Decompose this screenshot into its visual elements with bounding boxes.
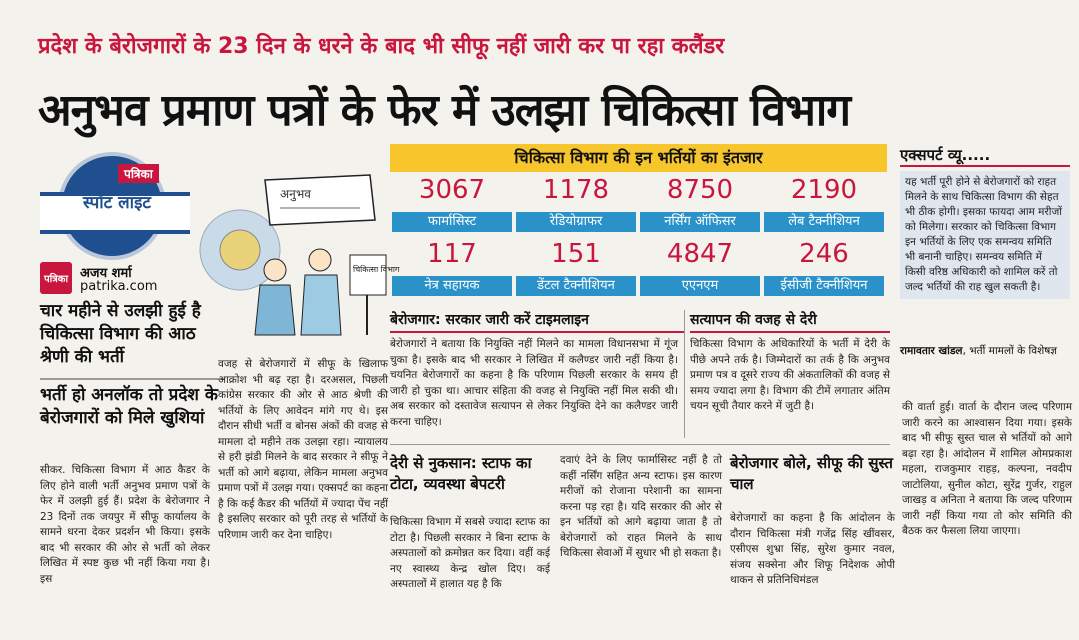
- unemployed-title: बेरोजगार बोले, सीफू की सुस्त चाल: [730, 454, 893, 493]
- unemployed-body: बेरोजगारों का कहना है कि आंदोलन के दौरान चिकित्सा मंत्री गजेंद्र सिंह खींवसर, एसीएस शुभ्रा सिंह, सुरेश कुमार नवल, संजय सक्सेना और शिफू निदेशक ओपी थाकन से प्रतिनिधिमंडल: [730, 512, 895, 586]
- spotlight-logo: [40, 152, 190, 262]
- verification-title: सत्यापन की वजह से देरी: [690, 310, 890, 333]
- table-cell-value: 4847: [666, 239, 734, 269]
- logo-text: स्पॉट लाइट: [82, 193, 151, 213]
- expert-title: एक्सपर्ट व्यू.....: [900, 145, 1070, 167]
- demand-title: बेरोजगार: सरकार जारी करें टाइमलाइन: [390, 310, 684, 333]
- table-cell-value: 8750: [666, 175, 734, 205]
- author-name: अजय शर्मा: [80, 266, 132, 281]
- table-cell-label: रेडियोग्राफर: [516, 212, 636, 232]
- site-url: patrika.com: [80, 279, 158, 294]
- table-cell-value: 2190: [790, 175, 858, 205]
- table-cell-value: 1178: [542, 175, 610, 205]
- main-headline: अनुभव प्रमाण पत्रों के फेर में उलझा चिकित्सा विभाग: [38, 85, 851, 136]
- expert-name: रामावतार खांडल: [900, 345, 963, 357]
- cartoon-sign: अनुभव: [280, 187, 311, 201]
- table-cell-label: लेब टैक्नीशियन: [764, 212, 884, 232]
- shortage-story: [390, 453, 550, 593]
- vacancy-table: [390, 144, 887, 304]
- table-cell-label: डेंटल टैक्नीशियन: [516, 276, 636, 296]
- article-column-last: की वार्ता हुई। वार्ता के दौरान जल्द परिणाम जारी करने का आश्वासन दिया गया। इसके बाद भी सीफू सुस्त चाल से भर्तियों को आगे बढ़ा रहा है। आंदोलन में शामिल ओमप्रकाश महला, राजकुमार राहड़, कल्पना, नवदीप जाटोलिया, सुनील कोटा, सुरेंद्र गुर्जर, राहुल जाखड़ व अनिता ने बताया कि जल्द परिणाम जारी नहीं किया गया तो कोर समिति की बैठक कर फैसला लिया जाएगा।: [902, 401, 1072, 537]
- kicker-headline: प्रदेश के बेरोजगारों के 23 दिन के धरने के बाद भी सीफू नहीं जारी कर पा रहा कलैंडर: [38, 34, 725, 59]
- logo-tag: पत्रिका: [118, 164, 159, 183]
- side-headline-2: भर्ती हो अनलॉक तो प्रदेश के बेरोजगारों को मिले खुशियां: [40, 378, 225, 430]
- table-cell-value: 151: [551, 239, 601, 269]
- expert-body: यह भर्ती पूरी होने से बेरोजगारों को राहत मिलने के साथ चिकित्सा विभाग की सेहत भी ठीक होगी। इसका फायदा आम मरीजों को मिलेगा। सरकार को चिकित्सा विभाग इन भर्तियों के लिए एक समन्वय समिति भी बनानी चाहिए। समन्वय समिति में किसी वरिष्ठ अधिकारी को शामिल करें तो जल्द भर्तियों की राह खुल सकती है।: [900, 171, 1070, 299]
- patrika-badge: पत्रिका: [40, 262, 72, 294]
- expert-signature: [900, 344, 1070, 359]
- cartoon-board: चिकित्सा विभाग: [353, 265, 400, 274]
- divider: [390, 444, 890, 445]
- table-cell-label: एएनएम: [640, 276, 760, 296]
- shortage-body-1: चिकित्सा विभाग में सबसे ज्यादा स्टाफ का टोटा है। पिछली सरकार ने बिना स्टाफ के अस्पतालों को क्रमोन्नत कर दिया। वहीं कई नए स्वास्थ्य केन्द्र खोल दिए। कई अस्पतालों में हालात यह है कि: [390, 516, 550, 590]
- article-column-2: वजह से बेरोजगारों में सीफू के खिलाफ आक्रोश भी बढ़ रहा है। दरअसल, पिछली कांग्रेस सरकार की ओर से आठ श्रेणी की भर्तियों के लिए आवेदन मांगे गए थे। इस दौरान सीधी भर्ती व बोनस अंकों की वजह से मामला दो महीने तक उलझा रहा। न्यायालय से हरी झंडी मिलने के बाद सरकार ने सीफू ने भर्ती को आगे बढ़ाया, लेकिन मामला अनुभव प्रमाण पत्रों में उलझ गया। एक्सपर्ट का कहना है कि कई कैडर की भर्तियों में ज्यादा पेंच नहीं है इसलिए सरकार को पूरी तरह से भर्तियों के परिणाम जारी कर देना चाहिए।: [218, 358, 388, 541]
- unemployed-story: [730, 453, 895, 589]
- demand-box: [390, 310, 685, 438]
- table-cell-label: नर्सिंग ऑफिसर: [640, 212, 760, 232]
- article-column-1: सीकर. चिकित्सा विभाग में आठ कैडर के लिए होने वाली भर्ती अनुभव प्रमाण पत्रों के फेर में उलझी हुई हैं। प्रदेश के बेरोजगार ने 23 दिनों तक जयपुर में सीफू कार्यालय के सामने धरना देकर प्रदर्शन भी किया। इसके बाद भी सरकार की ओर से भर्ती को लेकर लिखित में स्पष्ट कुछ भी नहीं किया गया है। इस: [40, 464, 210, 585]
- table-cell-label: ईसीजी टैक्नीशियन: [764, 276, 884, 296]
- table-cell-value: 3067: [418, 175, 486, 205]
- side-headline-1: चार महीने से उलझी हुई है चिकित्सा विभाग की आठ श्रेणी की भर्ती: [40, 301, 201, 367]
- table-title: चिकित्सा विभाग की इन भर्तियों का इंतजार: [390, 144, 887, 172]
- shortage-body-2: दवाएं देने के लिए फार्मासिस्ट नहीं है तो कहीं नर्सिंग सहित अन्य स्टाफ। इस कारण मरीजों को रोजाना परेशानी का सामना करना पड़ रहा है। यदि सरकार की ओर से इन भर्तियों को आगे बढ़ाया जाता है तो बेरोजगारों को राहत मिलने के साथ चिकित्सा सेवाओं में सुधार भी हो सकता है।: [560, 454, 722, 559]
- shortage-title: देरी से नुकसान: स्टाफ का टोटा, व्यवस्था बेपटरी: [390, 454, 532, 493]
- verification-body: चिकित्सा विभाग के अधिकारियों के भर्ती में देरी के पीछे अपने तर्क है। जिम्मेदारों का तर्क है कि अनुभव प्रमाण पत्र व दूसरे राज्य की अंकतालिकों की वजह से समय ज्यादा लगा है। विभाग की टीमें लगातार अंतिम चयन सूची तैयार करने में जुटी है।: [690, 338, 890, 412]
- table-cell-value: 246: [799, 239, 849, 269]
- demand-body: बेरोजगारों ने बताया कि नियुक्ति नहीं मिलने का मामला विधानसभा में गूंज चुका है। इसके बाद भी सरकार ने लिखित में कलैण्डर जारी नहीं किया है। चयनित बेरोजगारों का कहना है कि परिणाम पिछली सरकार के समय ही जारी हो चुका था। आचार संहिता की वजह से नियुक्ति नहीं मिल सकी थी। अब सरकार को दस्तावेज सत्यापन से लेकर नियुक्ति देने का कलैण्डर जारी करना चाहिए।: [390, 338, 678, 428]
- table-cell-label: फार्मासिस्ट: [392, 212, 512, 232]
- table-cell-value: 117: [427, 239, 477, 269]
- verification-box: [690, 310, 890, 438]
- expert-role: , भर्ती मामलों के विशेषज्ञ: [962, 345, 1058, 357]
- table-cell-label: नेत्र सहायक: [392, 276, 512, 296]
